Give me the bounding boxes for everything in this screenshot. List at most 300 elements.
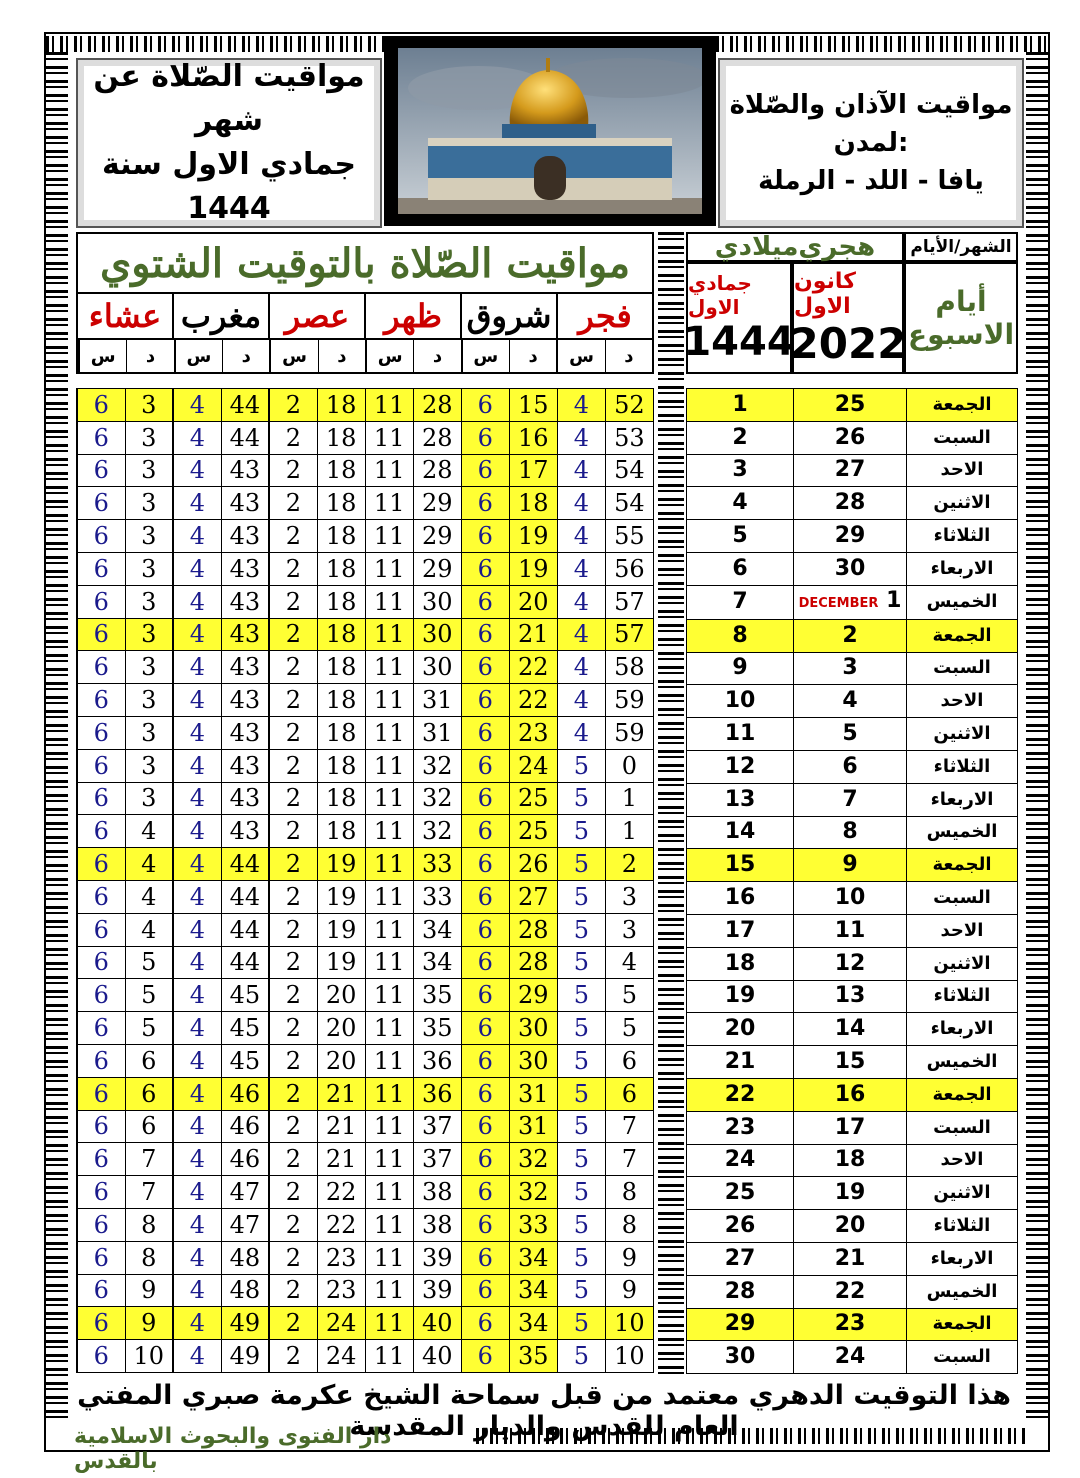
time-cell: 4 xyxy=(173,520,221,553)
gregorian-day-cell: 3 xyxy=(794,652,907,685)
time-cell: 18 xyxy=(317,552,365,585)
table-row xyxy=(687,1308,1018,1341)
table-row xyxy=(687,783,1018,816)
time-cell: 11 xyxy=(365,782,413,815)
time-cell: 2 xyxy=(269,1208,317,1241)
time-cell: 6 xyxy=(77,552,125,585)
unit-cell: د xyxy=(222,340,269,372)
header-right-line-3: يافا - اللد - الرملة xyxy=(758,166,984,196)
table-row xyxy=(77,716,654,749)
time-cell: 5 xyxy=(557,815,605,848)
time-cell: 30 xyxy=(413,651,461,684)
time-cell: 11 xyxy=(365,1143,413,1176)
header-right-panel xyxy=(718,58,1024,228)
time-cell: 44 xyxy=(221,880,269,913)
gregorian-day-cell: 21 xyxy=(794,1242,907,1275)
time-cell: 43 xyxy=(221,651,269,684)
gregorian-day-cell: 12 xyxy=(794,947,907,980)
time-cell: 4 xyxy=(173,421,221,454)
time-cell: 18 xyxy=(317,815,365,848)
table-row xyxy=(77,1143,654,1176)
time-cell: 6 xyxy=(77,421,125,454)
time-cell: 11 xyxy=(365,487,413,520)
time-cell: 4 xyxy=(557,585,605,618)
time-cell: 29 xyxy=(413,487,461,520)
time-cell: 18 xyxy=(317,520,365,553)
time-cell: 4 xyxy=(557,421,605,454)
time-cell: 6 xyxy=(77,1176,125,1209)
gregorian-day-cell: 6 xyxy=(794,750,907,783)
hijri-day-cell: 28 xyxy=(687,1275,794,1308)
hijri-year: 1444 xyxy=(683,319,795,365)
time-cell: 27 xyxy=(509,880,557,913)
time-cell: 9 xyxy=(605,1274,653,1307)
unit-cell: د xyxy=(509,340,556,372)
hijri-day-cell: 22 xyxy=(687,1078,794,1111)
table-row xyxy=(77,585,654,618)
hijri-day-cell: 11 xyxy=(687,718,794,751)
time-cell: 6 xyxy=(77,979,125,1012)
hijri-day-cell: 12 xyxy=(687,750,794,783)
header-left-line-1: مواقيت الصّلاة عن شهر xyxy=(93,59,365,138)
table-row xyxy=(77,487,654,520)
weekday-cell: الاثنين xyxy=(907,487,1018,520)
weekday-cell: الجمعة xyxy=(907,389,1018,422)
month-label: الشهر xyxy=(960,237,1012,257)
time-cell: 40 xyxy=(413,1307,461,1340)
time-cell: 20 xyxy=(509,585,557,618)
time-cell: 6 xyxy=(461,1012,509,1045)
time-cell: 28 xyxy=(509,946,557,979)
time-cell: 22 xyxy=(317,1208,365,1241)
time-cell: 45 xyxy=(221,1012,269,1045)
time-cell: 22 xyxy=(509,684,557,717)
gregorian-day-cell: 11 xyxy=(794,914,907,947)
header-left-line-2: جمادي الاول سنة 1444 xyxy=(101,147,357,226)
hijri-day-cell: 1 xyxy=(687,389,794,422)
table-row xyxy=(77,552,654,585)
table-row xyxy=(687,552,1018,585)
unit-cell: د xyxy=(318,340,365,372)
time-cell: 6 xyxy=(461,749,509,782)
hijri-day-cell: 5 xyxy=(687,520,794,553)
weekday-cell: الاربعاء xyxy=(907,1013,1018,1046)
time-cell: 3 xyxy=(605,913,653,946)
time-cell: 30 xyxy=(509,1012,557,1045)
time-cell: 6 xyxy=(461,913,509,946)
time-cell: 6 xyxy=(461,389,509,422)
time-cell: 19 xyxy=(317,913,365,946)
time-cell: 2 xyxy=(269,1143,317,1176)
gregorian-day-cell: 22 xyxy=(794,1275,907,1308)
time-cell: 5 xyxy=(557,880,605,913)
table-row xyxy=(77,1110,654,1143)
prayer-header-isha: عشاء xyxy=(88,297,162,335)
table-row xyxy=(77,1012,654,1045)
hijri-day-cell: 13 xyxy=(687,783,794,816)
time-cell: 1 xyxy=(605,782,653,815)
time-cell: 2 xyxy=(269,913,317,946)
table-row xyxy=(77,421,654,454)
time-cell: 5 xyxy=(557,1307,605,1340)
time-cell: 11 xyxy=(365,716,413,749)
weekday-cell: الجمعة xyxy=(907,1308,1018,1341)
time-cell: 5 xyxy=(125,1012,173,1045)
time-cell: 23 xyxy=(509,716,557,749)
time-cell: 43 xyxy=(221,520,269,553)
gregorian-day-cell: 26 xyxy=(794,421,907,454)
table-row xyxy=(687,980,1018,1013)
time-cell: 6 xyxy=(605,1077,653,1110)
time-cell: 36 xyxy=(413,1044,461,1077)
time-cell: 11 xyxy=(365,520,413,553)
table-row xyxy=(687,947,1018,980)
time-cell: 6 xyxy=(461,716,509,749)
weekday-cell: الاثنين xyxy=(907,718,1018,751)
time-cell: 5 xyxy=(557,946,605,979)
time-cell: 4 xyxy=(557,684,605,717)
weekday-cell: الاحد xyxy=(907,454,1018,487)
time-cell: 59 xyxy=(605,716,653,749)
unit-cell: س xyxy=(365,340,413,372)
time-cell: 6 xyxy=(461,1340,509,1373)
time-cell: 31 xyxy=(413,716,461,749)
ornament-top xyxy=(46,36,384,52)
time-cell: 5 xyxy=(557,1077,605,1110)
hijri-day-cell: 27 xyxy=(687,1242,794,1275)
unit-cell: س xyxy=(461,340,509,372)
time-cell: 44 xyxy=(221,913,269,946)
time-cell: 11 xyxy=(365,1176,413,1209)
time-cell: 18 xyxy=(317,487,365,520)
time-cell: 34 xyxy=(509,1274,557,1307)
time-cell: 35 xyxy=(509,1340,557,1373)
time-cell: 20 xyxy=(317,1012,365,1045)
unit-cell: د xyxy=(413,340,460,372)
time-cell: 19 xyxy=(509,520,557,553)
ornament-top-right xyxy=(716,36,1048,52)
time-cell: 6 xyxy=(461,848,509,881)
weekday-cell: الثلاثاء xyxy=(907,520,1018,553)
hijri-day-cell: 21 xyxy=(687,1046,794,1079)
weekday-cell: الجمعة xyxy=(907,849,1018,882)
table-row xyxy=(687,1046,1018,1079)
time-cell: 18 xyxy=(317,716,365,749)
gregorian-day-cell: 19 xyxy=(794,1177,907,1210)
time-cell: 18 xyxy=(509,487,557,520)
time-cell: 6 xyxy=(77,716,125,749)
time-cell: 19 xyxy=(509,552,557,585)
time-cell: 6 xyxy=(77,815,125,848)
time-cell: 2 xyxy=(269,848,317,881)
time-cell: 47 xyxy=(221,1208,269,1241)
time-cell: 6 xyxy=(77,1340,125,1373)
table-row xyxy=(687,1111,1018,1144)
time-cell: 47 xyxy=(221,1176,269,1209)
time-cell: 3 xyxy=(125,520,173,553)
time-cell: 26 xyxy=(509,848,557,881)
time-cell: 34 xyxy=(509,1307,557,1340)
table-row xyxy=(687,1078,1018,1111)
time-cell: 4 xyxy=(173,946,221,979)
time-cell: 30 xyxy=(413,618,461,651)
time-cell: 52 xyxy=(605,389,653,422)
table-row xyxy=(77,1241,654,1274)
time-cell: 22 xyxy=(317,1176,365,1209)
time-cell: 15 xyxy=(509,389,557,422)
table-row xyxy=(687,718,1018,751)
units-row xyxy=(76,338,654,374)
weekday-cell: الاحد xyxy=(907,1144,1018,1177)
time-cell: 2 xyxy=(269,782,317,815)
hijri-day-cell: 8 xyxy=(687,619,794,652)
dome-photo-svg xyxy=(398,48,702,214)
time-cell: 2 xyxy=(269,552,317,585)
hijri-day-cell: 9 xyxy=(687,652,794,685)
time-cell: 29 xyxy=(509,979,557,1012)
hijri-day-cell: 15 xyxy=(687,849,794,882)
time-cell: 10 xyxy=(605,1307,653,1340)
time-cell: 4 xyxy=(173,749,221,782)
time-cell: 44 xyxy=(221,946,269,979)
time-cell: 38 xyxy=(413,1208,461,1241)
time-cell: 20 xyxy=(317,1044,365,1077)
time-cell: 35 xyxy=(413,979,461,1012)
table-row xyxy=(77,1274,654,1307)
time-cell: 2 xyxy=(269,487,317,520)
time-cell: 3 xyxy=(125,651,173,684)
time-cell: 11 xyxy=(365,1307,413,1340)
time-cell: 19 xyxy=(317,880,365,913)
unit-cell: د xyxy=(126,340,173,372)
table-row xyxy=(687,389,1018,422)
weekday-cell: السبت xyxy=(907,882,1018,915)
time-cell: 6 xyxy=(461,979,509,1012)
time-cell: 49 xyxy=(221,1307,269,1340)
table-row xyxy=(687,619,1018,652)
time-cell: 6 xyxy=(77,782,125,815)
time-cell: 6 xyxy=(77,880,125,913)
footer-approval-text: هذا التوقيت الدهري معتمد من قبل سماحة الشيخ عكرمة صبري المفتي العام للقدس والديار المقدسة xyxy=(77,1380,1011,1442)
prayer-header-maghrib: مغرب xyxy=(172,294,268,338)
time-cell: 6 xyxy=(77,1044,125,1077)
time-cell: 18 xyxy=(317,618,365,651)
time-cell: 17 xyxy=(509,454,557,487)
time-cell: 6 xyxy=(461,454,509,487)
time-cell: 2 xyxy=(605,848,653,881)
weekday-cell: السبت xyxy=(907,1111,1018,1144)
ornament-left xyxy=(46,52,68,1424)
time-cell: 32 xyxy=(509,1176,557,1209)
time-cell: 3 xyxy=(125,618,173,651)
time-cell: 11 xyxy=(365,1208,413,1241)
time-cell: 5 xyxy=(557,1012,605,1045)
time-cell: 43 xyxy=(221,552,269,585)
gregorian-day-cell: 28 xyxy=(794,487,907,520)
time-cell: 19 xyxy=(317,946,365,979)
time-cell: 58 xyxy=(605,651,653,684)
time-cell: 35 xyxy=(413,1012,461,1045)
time-cell: 33 xyxy=(509,1208,557,1241)
time-cell: 44 xyxy=(221,421,269,454)
footer-publisher-text: دار الفتوى والبحوث الاسلامية بالقدس xyxy=(74,1424,392,1474)
time-cell: 9 xyxy=(125,1307,173,1340)
time-cell: 11 xyxy=(365,1241,413,1274)
time-cell: 39 xyxy=(413,1241,461,1274)
gregorian-hijri-label xyxy=(686,232,904,262)
days-table xyxy=(686,388,1018,1374)
time-cell: 6 xyxy=(461,1110,509,1143)
hijri-month-name: جمادي الاول xyxy=(688,271,752,319)
time-cell: 5 xyxy=(605,979,653,1012)
time-cell: 29 xyxy=(413,552,461,585)
time-cell: 18 xyxy=(317,782,365,815)
time-cell: 21 xyxy=(509,618,557,651)
time-cell: 2 xyxy=(269,815,317,848)
table-row xyxy=(77,389,654,422)
gregorian-day-cell: 8 xyxy=(794,816,907,849)
gregorian-day-cell: 10 xyxy=(794,882,907,915)
hijri-day-cell: 18 xyxy=(687,947,794,980)
time-cell: 6 xyxy=(77,946,125,979)
gregorian-month-cell xyxy=(789,262,907,374)
time-cell: 54 xyxy=(605,454,653,487)
time-cell: 30 xyxy=(509,1044,557,1077)
time-cell: 59 xyxy=(605,684,653,717)
time-cell: 4 xyxy=(173,880,221,913)
time-cell: 38 xyxy=(413,1176,461,1209)
weekday-cell: الاحد xyxy=(907,685,1018,718)
time-cell: 49 xyxy=(221,1340,269,1373)
time-cell: 43 xyxy=(221,487,269,520)
prayer-header-shurooq: شروق xyxy=(460,294,556,338)
time-cell: 6 xyxy=(461,1241,509,1274)
time-cell: 43 xyxy=(221,716,269,749)
gregorian-day-cell: 20 xyxy=(794,1210,907,1243)
time-cell: 3 xyxy=(125,684,173,717)
time-cell: 6 xyxy=(461,1208,509,1241)
time-cell: 2 xyxy=(269,1110,317,1143)
hijri-day-cell: 19 xyxy=(687,980,794,1013)
time-cell: 4 xyxy=(173,1077,221,1110)
gregorian-day-cell: 16 xyxy=(794,1078,907,1111)
time-cell: 6 xyxy=(77,1307,125,1340)
time-cell: 4 xyxy=(173,1110,221,1143)
time-cell: 2 xyxy=(269,1307,317,1340)
time-cell: 4 xyxy=(173,1274,221,1307)
time-cell: 4 xyxy=(173,979,221,1012)
time-cell: 54 xyxy=(605,487,653,520)
table-row xyxy=(687,1177,1018,1210)
time-cell: 2 xyxy=(269,520,317,553)
time-cell: 6 xyxy=(77,1110,125,1143)
time-cell: 5 xyxy=(557,1208,605,1241)
header-right-line-1: مواقيت الآذان والصّلاة xyxy=(729,90,1013,120)
weekday-cell: الاربعاء xyxy=(907,1242,1018,1275)
time-cell: 11 xyxy=(365,585,413,618)
time-cell: 19 xyxy=(317,848,365,881)
time-cell: 2 xyxy=(269,1012,317,1045)
hijri-day-cell: 24 xyxy=(687,1144,794,1177)
time-cell: 11 xyxy=(365,815,413,848)
time-cell: 18 xyxy=(317,421,365,454)
time-cell: 5 xyxy=(557,1143,605,1176)
table-row xyxy=(687,652,1018,685)
time-cell: 6 xyxy=(125,1044,173,1077)
time-cell: 4 xyxy=(125,880,173,913)
time-cell: 3 xyxy=(125,487,173,520)
time-cell: 4 xyxy=(557,618,605,651)
time-cell: 3 xyxy=(125,552,173,585)
time-cell: 2 xyxy=(269,684,317,717)
table-row xyxy=(687,882,1018,915)
time-cell: 6 xyxy=(125,1110,173,1143)
time-cell: 7 xyxy=(125,1176,173,1209)
time-cell: 11 xyxy=(365,979,413,1012)
hijri-day-cell: 23 xyxy=(687,1111,794,1144)
table-row xyxy=(77,618,654,651)
time-cell: 4 xyxy=(557,716,605,749)
hijri-day-cell: 14 xyxy=(687,816,794,849)
time-cell: 11 xyxy=(365,880,413,913)
time-cell: 4 xyxy=(125,848,173,881)
time-cell: 37 xyxy=(413,1143,461,1176)
time-cell: 11 xyxy=(365,946,413,979)
time-cell: 4 xyxy=(173,1340,221,1373)
gregorian-day-cell: 15 xyxy=(794,1046,907,1079)
week-days-label: أيام الاسبوع xyxy=(907,285,1015,351)
table-row xyxy=(687,914,1018,947)
weekday-cell: السبت xyxy=(907,1341,1018,1374)
time-cell: 36 xyxy=(413,1077,461,1110)
time-cell: 11 xyxy=(365,1110,413,1143)
time-cell: 6 xyxy=(77,520,125,553)
time-cell: 7 xyxy=(605,1110,653,1143)
time-cell: 16 xyxy=(509,421,557,454)
time-cell: 6 xyxy=(605,1044,653,1077)
time-cell: 6 xyxy=(461,520,509,553)
time-cell: 2 xyxy=(269,1176,317,1209)
table-row xyxy=(687,454,1018,487)
time-cell: 25 xyxy=(509,815,557,848)
time-cell: 25 xyxy=(509,782,557,815)
december-label: DECEMBER xyxy=(798,595,879,611)
time-cell: 6 xyxy=(461,1274,509,1307)
time-cell: 21 xyxy=(317,1110,365,1143)
time-cell: 11 xyxy=(365,913,413,946)
time-cell: 8 xyxy=(605,1176,653,1209)
time-cell: 11 xyxy=(365,749,413,782)
gregorian-day-cell: 27 xyxy=(794,454,907,487)
table-row xyxy=(77,684,654,717)
time-cell: 18 xyxy=(317,389,365,422)
time-cell: 4 xyxy=(173,552,221,585)
time-cell: 28 xyxy=(413,454,461,487)
time-cell: 11 xyxy=(365,684,413,717)
time-cell: 4 xyxy=(173,815,221,848)
time-cell: 4 xyxy=(173,1208,221,1241)
time-cell: 2 xyxy=(269,389,317,422)
time-cell: 4 xyxy=(557,487,605,520)
table-row xyxy=(77,815,654,848)
gregorian-day-cell: 30 xyxy=(794,552,907,585)
table-row xyxy=(77,1077,654,1110)
time-cell: 11 xyxy=(365,1274,413,1307)
table-row xyxy=(77,1340,654,1373)
time-cell: 2 xyxy=(269,1340,317,1373)
time-cell: 5 xyxy=(125,946,173,979)
weekday-cell: السبت xyxy=(907,421,1018,454)
